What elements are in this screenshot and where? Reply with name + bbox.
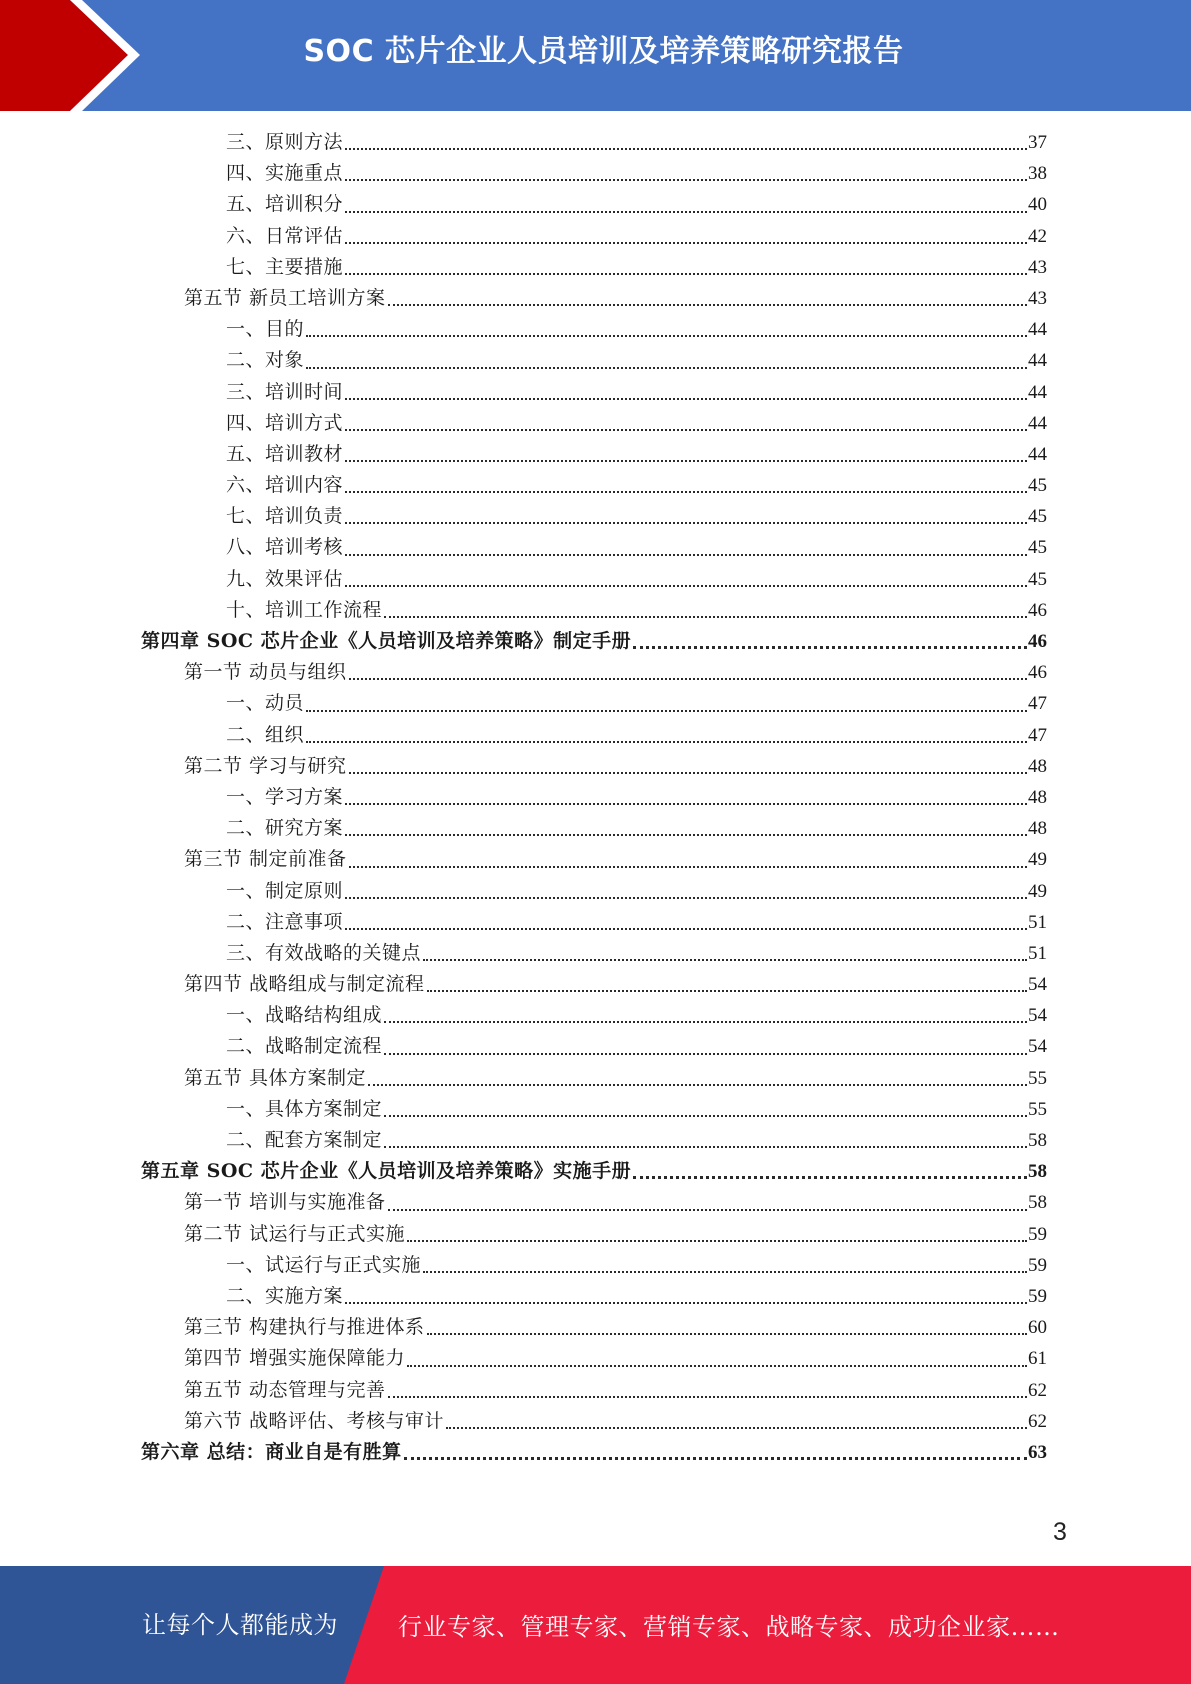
toc-item-entry[interactable] bbox=[141, 1031, 1047, 1062]
toc-dot-leader bbox=[345, 428, 1027, 431]
toc-dot-leader bbox=[388, 1208, 1027, 1211]
toc-section-entry[interactable] bbox=[141, 1063, 1047, 1094]
toc-dot-leader bbox=[384, 615, 1027, 618]
toc-entry-title: 九、效果评估 bbox=[226, 567, 344, 590]
toc-dot-leader bbox=[349, 865, 1027, 868]
toc-dot-leader bbox=[345, 241, 1027, 244]
toc-item-entry[interactable] bbox=[141, 439, 1047, 470]
toc-entry-page: 51 bbox=[1028, 942, 1047, 964]
toc-entry-page: 46 bbox=[1028, 631, 1047, 652]
toc-chapter-entry[interactable] bbox=[141, 626, 1047, 657]
toc-item-entry[interactable] bbox=[141, 720, 1047, 751]
toc-entry-page: 45 bbox=[1028, 506, 1047, 528]
toc-chapter-entry[interactable] bbox=[141, 1437, 1047, 1468]
toc-entry-title: 二、组织 bbox=[226, 723, 305, 746]
toc-dot-leader bbox=[306, 709, 1027, 712]
toc-item-entry[interactable] bbox=[141, 221, 1047, 252]
toc-entry-title: 第四章 SOC 芯片企业《人员培训及培养策略》制定手册 bbox=[141, 630, 632, 652]
toc-item-entry[interactable] bbox=[141, 1094, 1047, 1125]
toc-entry-title: 第五节 新员工培训方案 bbox=[184, 286, 386, 309]
toc-entry-title: 三、有效战略的关键点 bbox=[226, 941, 422, 964]
toc-entry-title: 第五章 SOC 芯片企业《人员培训及培养策略》实施手册 bbox=[141, 1160, 632, 1183]
toc-dot-leader bbox=[345, 553, 1027, 556]
toc-entry-page: 61 bbox=[1028, 1348, 1047, 1370]
toc-item-entry[interactable] bbox=[141, 127, 1047, 158]
toc-dot-leader bbox=[384, 1114, 1027, 1117]
toc-entry-title: 第一节 动员与组织 bbox=[184, 661, 347, 684]
toc-dot-leader bbox=[345, 272, 1027, 275]
footer-slogan-left: 让每个人都能成为 bbox=[142, 1611, 338, 1639]
toc-dot-leader bbox=[345, 521, 1027, 524]
toc-entry-page: 58 bbox=[1028, 1192, 1047, 1214]
toc-entry-title: 一、学习方案 bbox=[226, 785, 344, 808]
toc-entry-page: 58 bbox=[1028, 1161, 1047, 1183]
toc-section-entry[interactable] bbox=[141, 751, 1047, 782]
toc-entry-page: 46 bbox=[1028, 662, 1047, 684]
toc-dot-leader bbox=[633, 645, 1027, 649]
toc-entry-title: 一、目的 bbox=[226, 318, 305, 341]
toc-dot-leader bbox=[384, 1020, 1027, 1023]
toc-entry-title: 第二节 学习与研究 bbox=[184, 754, 347, 777]
toc-item-entry[interactable] bbox=[141, 189, 1047, 220]
toc-entry-title: 第四节 战略组成与制定流程 bbox=[184, 973, 425, 996]
toc-entry-title: 一、具体方案制定 bbox=[226, 1097, 383, 1120]
toc-entry-page: 49 bbox=[1028, 849, 1047, 871]
toc-entry-title: 三、原则方法 bbox=[226, 131, 344, 153]
toc-entry-page: 51 bbox=[1028, 911, 1047, 933]
toc-item-entry[interactable] bbox=[141, 813, 1047, 844]
toc-entry-title: 第二节 试运行与正式实施 bbox=[184, 1222, 406, 1245]
toc-entry-page: 46 bbox=[1028, 599, 1047, 621]
toc-chapter-entry[interactable] bbox=[141, 1156, 1047, 1187]
toc-item-entry[interactable] bbox=[141, 595, 1047, 626]
toc-dot-leader bbox=[427, 1332, 1027, 1335]
toc-entry-page: 47 bbox=[1028, 724, 1047, 746]
toc-entry-page: 40 bbox=[1028, 194, 1047, 216]
toc-dot-leader bbox=[345, 1301, 1027, 1304]
toc-entry-title: 七、主要措施 bbox=[226, 255, 344, 278]
toc-dot-leader bbox=[368, 1083, 1027, 1086]
toc-entry-title: 一、试运行与正式实施 bbox=[226, 1253, 422, 1276]
toc-entry-page: 43 bbox=[1028, 256, 1047, 278]
page-footer bbox=[0, 1566, 1191, 1684]
toc-entry-title: 三、培训时间 bbox=[226, 380, 344, 403]
toc-item-entry[interactable] bbox=[141, 938, 1047, 969]
toc-item-entry[interactable] bbox=[141, 252, 1047, 283]
toc-item-entry[interactable] bbox=[141, 501, 1047, 532]
toc-entry-page: 55 bbox=[1028, 1098, 1047, 1120]
toc-item-entry[interactable] bbox=[141, 907, 1047, 938]
page-number: 3 bbox=[1053, 1518, 1067, 1546]
toc-dot-leader bbox=[388, 1395, 1027, 1398]
toc-dot-leader bbox=[345, 490, 1027, 493]
toc-entry-title: 二、实施方案 bbox=[226, 1284, 344, 1307]
toc-entry-title: 第三节 构建执行与推进体系 bbox=[184, 1316, 425, 1339]
report-title: SOC 芯片企业人员培训及培养策略研究报告 bbox=[303, 34, 904, 69]
toc-item-entry[interactable] bbox=[141, 377, 1047, 408]
toc-dot-leader bbox=[345, 833, 1027, 836]
toc-dot-leader bbox=[345, 459, 1027, 462]
toc-dot-leader bbox=[306, 334, 1027, 337]
toc-entry-page: 54 bbox=[1028, 974, 1047, 996]
toc-section-entry[interactable] bbox=[141, 1406, 1047, 1437]
toc-entry-page: 60 bbox=[1028, 1317, 1047, 1339]
toc-section-entry[interactable] bbox=[141, 1187, 1047, 1218]
toc-dot-leader bbox=[404, 1456, 1027, 1460]
toc-dot-leader bbox=[345, 802, 1027, 805]
page-header bbox=[0, 0, 1191, 111]
toc-item-entry[interactable] bbox=[141, 408, 1047, 439]
toc-entry-title: 六、培训内容 bbox=[226, 474, 344, 497]
toc-dot-leader bbox=[407, 1239, 1027, 1242]
toc-entry-page: 45 bbox=[1028, 537, 1047, 559]
toc-dot-leader bbox=[423, 1270, 1027, 1273]
toc-item-entry[interactable] bbox=[141, 1281, 1047, 1312]
toc-item-entry[interactable] bbox=[141, 314, 1047, 345]
toc-dot-leader bbox=[345, 147, 1027, 150]
toc-entry-title: 二、研究方案 bbox=[226, 817, 344, 840]
toc-entry-page: 45 bbox=[1028, 568, 1047, 590]
toc-entry-page: 48 bbox=[1028, 818, 1047, 840]
toc-item-entry[interactable] bbox=[141, 688, 1047, 719]
footer-slogan-right: 行业专家、管理专家、营销专家、战略专家、成功企业家…… bbox=[398, 1613, 1060, 1641]
toc-item-entry[interactable] bbox=[141, 345, 1047, 376]
toc-item-entry[interactable] bbox=[141, 158, 1047, 189]
toc-dot-leader bbox=[306, 740, 1027, 743]
toc-section-entry[interactable] bbox=[141, 1343, 1047, 1374]
toc-dot-leader bbox=[345, 178, 1027, 181]
toc-entry-title: 四、实施重点 bbox=[226, 162, 344, 185]
toc-entry-page: 43 bbox=[1028, 287, 1047, 309]
toc-entry-page: 62 bbox=[1028, 1410, 1047, 1432]
toc-dot-leader bbox=[423, 958, 1027, 961]
toc-entry-title: 二、战略制定流程 bbox=[226, 1035, 383, 1058]
toc-entry-title: 第六章 总结：商业自是有胜算 bbox=[141, 1440, 402, 1463]
toc-entry-page: 37 bbox=[1028, 132, 1047, 153]
toc-item-entry[interactable] bbox=[141, 876, 1047, 907]
toc-entry-page: 44 bbox=[1028, 381, 1047, 403]
toc-item-entry[interactable] bbox=[141, 470, 1047, 501]
toc-dot-leader bbox=[407, 1364, 1027, 1367]
toc-entry-page: 59 bbox=[1028, 1285, 1047, 1307]
toc-entry-title: 二、对象 bbox=[226, 349, 305, 372]
toc-section-entry[interactable] bbox=[141, 844, 1047, 875]
toc-item-entry[interactable] bbox=[141, 532, 1047, 563]
toc-dot-leader bbox=[384, 1052, 1027, 1055]
toc-entry-title: 五、培训积分 bbox=[226, 193, 344, 216]
toc-item-entry[interactable] bbox=[141, 1125, 1047, 1156]
toc-entry-title: 一、战略结构组成 bbox=[226, 1004, 383, 1027]
toc-entry-title: 二、注意事项 bbox=[226, 910, 344, 933]
toc-entry-title: 五、培训教材 bbox=[226, 442, 344, 465]
toc-entry-page: 54 bbox=[1028, 1036, 1047, 1058]
toc-entry-title: 十、培训工作流程 bbox=[226, 598, 383, 621]
toc-dot-leader bbox=[345, 896, 1027, 899]
toc-dot-leader bbox=[349, 771, 1027, 774]
toc-entry-page: 44 bbox=[1028, 350, 1047, 372]
toc-entry-page: 59 bbox=[1028, 1223, 1047, 1245]
toc-item-entry[interactable] bbox=[141, 782, 1047, 813]
toc-entry-page: 59 bbox=[1028, 1254, 1047, 1276]
toc-entry-page: 42 bbox=[1028, 225, 1047, 247]
toc-entry-page: 38 bbox=[1028, 163, 1047, 185]
toc-section-entry[interactable] bbox=[141, 283, 1047, 314]
toc-section-entry[interactable] bbox=[141, 969, 1047, 1000]
toc-entry-title: 六、日常评估 bbox=[226, 224, 344, 247]
toc-section-entry[interactable] bbox=[141, 1375, 1047, 1406]
toc-item-entry[interactable] bbox=[141, 564, 1047, 595]
toc-entry-page: 58 bbox=[1028, 1130, 1047, 1151]
toc-entry-title: 一、制定原则 bbox=[226, 879, 344, 902]
toc-entry-page: 44 bbox=[1028, 443, 1047, 465]
toc-entry-page: 49 bbox=[1028, 880, 1047, 902]
toc-dot-leader bbox=[427, 989, 1027, 992]
toc-entry-title: 第五节 动态管理与完善 bbox=[184, 1378, 386, 1401]
toc-section-entry[interactable] bbox=[141, 1312, 1047, 1343]
toc-dot-leader bbox=[306, 366, 1027, 369]
toc-item-entry[interactable] bbox=[141, 1000, 1047, 1031]
toc-item-entry[interactable] bbox=[141, 1250, 1047, 1281]
toc-entry-page: 47 bbox=[1028, 693, 1047, 715]
toc-dot-leader bbox=[633, 1175, 1027, 1179]
toc-entry-page: 48 bbox=[1028, 755, 1047, 777]
toc-dot-leader bbox=[349, 677, 1027, 680]
toc-entry-page: 44 bbox=[1028, 319, 1047, 341]
toc-entry-page: 63 bbox=[1028, 1441, 1047, 1463]
toc-entry-title: 二、配套方案制定 bbox=[226, 1129, 383, 1151]
toc-dot-leader bbox=[345, 397, 1027, 400]
toc-section-entry[interactable] bbox=[141, 1219, 1047, 1250]
toc-entry-page: 44 bbox=[1028, 412, 1047, 434]
toc-section-entry[interactable] bbox=[141, 657, 1047, 688]
toc-entry-title: 第三节 制定前准备 bbox=[184, 848, 347, 871]
toc-entry-page: 55 bbox=[1028, 1067, 1047, 1089]
toc-entry-page: 62 bbox=[1028, 1379, 1047, 1401]
toc-dot-leader bbox=[384, 1145, 1027, 1148]
toc-entry-page: 48 bbox=[1028, 786, 1047, 808]
toc-dot-leader bbox=[345, 927, 1027, 930]
toc-dot-leader bbox=[446, 1426, 1027, 1429]
toc-entry-title: 一、动员 bbox=[226, 692, 305, 715]
toc-entry-page: 54 bbox=[1028, 1005, 1047, 1027]
toc-dot-leader bbox=[388, 303, 1027, 306]
toc-dot-leader bbox=[345, 210, 1027, 213]
toc-entry-title: 第四节 增强实施保障能力 bbox=[184, 1347, 406, 1370]
toc-entry-title: 第六节 战略评估、考核与审计 bbox=[184, 1409, 445, 1432]
toc-entry-page: 45 bbox=[1028, 475, 1047, 497]
toc-entry-title: 七、培训负责 bbox=[226, 505, 344, 528]
table-of-contents bbox=[141, 127, 1047, 1468]
toc-entry-title: 第五节 具体方案制定 bbox=[184, 1066, 367, 1089]
toc-dot-leader bbox=[345, 584, 1027, 587]
toc-entry-title: 第一节 培训与实施准备 bbox=[184, 1191, 386, 1214]
toc-entry-title: 四、培训方式 bbox=[226, 411, 344, 434]
toc-entry-title: 八、培训考核 bbox=[226, 536, 344, 559]
